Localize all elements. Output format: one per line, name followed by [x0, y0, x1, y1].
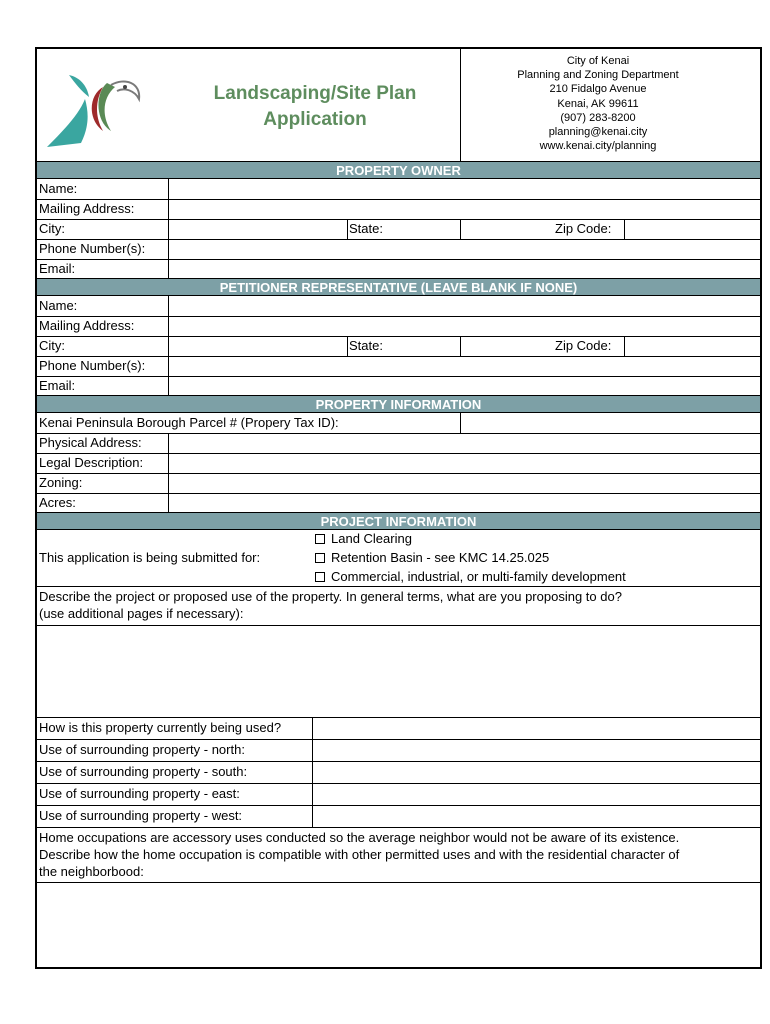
application-form	[35, 47, 762, 969]
checkbox-retention-basin[interactable]	[315, 553, 325, 563]
zoning-field[interactable]	[169, 474, 760, 492]
header-divider	[460, 49, 461, 161]
grid-line	[624, 219, 625, 239]
option-retention-basin-text: Retention Basin - see KMC 14.25.025	[331, 550, 550, 565]
checkbox-land-clearing[interactable]	[315, 534, 325, 544]
parcel-field[interactable]	[461, 414, 760, 432]
pet-name-label: Name:	[39, 298, 78, 313]
pet-city-field[interactable]	[169, 337, 347, 355]
logo-dot	[123, 85, 127, 89]
physical-address-label: Physical Address:	[39, 435, 142, 450]
pet-email-field[interactable]	[169, 377, 760, 395]
project-info-heading: PROJECT INFORMATION	[37, 512, 760, 530]
grid-line	[460, 336, 461, 356]
owner-zip-label: Zip Code:	[555, 221, 612, 236]
pet-state-label: State:	[349, 338, 383, 353]
pet-email-label: Email:	[39, 378, 76, 393]
owner-city-label: City:	[39, 221, 65, 236]
north-field[interactable]	[313, 740, 760, 761]
grid-line	[168, 433, 169, 513]
describe-project-field[interactable]	[37, 626, 760, 717]
contact-phone: (907) 283-8200	[560, 111, 636, 124]
physical-address-field[interactable]	[169, 434, 760, 452]
option-commercial[interactable]	[315, 569, 626, 585]
grid-line	[168, 179, 169, 279]
south-field[interactable]	[313, 762, 760, 783]
owner-name-field[interactable]	[169, 180, 760, 198]
grid-line	[460, 413, 461, 433]
current-use-label: How is this property currently being used?	[39, 720, 282, 735]
option-land-clearing[interactable]	[315, 531, 412, 547]
owner-email-label: Email:	[39, 261, 76, 276]
east-label: Use of surrounding property - east:	[39, 786, 240, 801]
pet-city-label: City:	[39, 338, 65, 353]
legal-description-label: Legal Description:	[39, 455, 144, 470]
south-label: Use of surrounding property - south:	[39, 764, 248, 779]
zoning-label: Zoning:	[39, 475, 83, 490]
home-line-2: Describe how the home occupation is compatible with other permitted uses and with the residential character of	[39, 847, 680, 862]
contact-street: 210 Fidalgo Avenue	[549, 83, 647, 96]
north-label: Use of surrounding property - north:	[39, 742, 245, 757]
parcel-label: Kenai Peninsula Borough Parcel # (Propery Tax ID):	[39, 415, 339, 430]
grid-line	[347, 336, 348, 356]
contact-org: City of Kenai	[566, 55, 630, 67]
grid-line	[168, 296, 169, 396]
home-line-1: Home occupations are accessory uses conducted so the average neighbor would not be aware of its existence.	[39, 830, 680, 845]
rule	[37, 586, 760, 587]
rule	[37, 827, 760, 828]
home-occupation-prompt	[39, 829, 755, 880]
contact-web[interactable]: www.kenai.city/planning	[539, 140, 657, 153]
owner-name-label: Name:	[39, 181, 78, 196]
contact-dept: Planning and Zoning Department	[517, 69, 679, 82]
grid-line	[460, 219, 461, 239]
home-line-3: the neighborbood:	[39, 864, 144, 879]
grid-line	[624, 336, 625, 356]
owner-email-field[interactable]	[169, 260, 760, 278]
owner-mailing-field[interactable]	[169, 200, 760, 218]
contact-email[interactable]: planning@kenai.city	[548, 126, 648, 139]
acres-label: Acres:	[39, 495, 76, 510]
pet-phone-label: Phone Number(s):	[39, 358, 146, 373]
property-info-heading: PROPERTY INFORMATION	[37, 395, 760, 413]
option-commercial-text: Commercial, industrial, or multi-family development	[331, 569, 626, 584]
submitted-for-label: This application is being submitted for:	[39, 550, 261, 565]
option-retention-basin[interactable]	[315, 550, 549, 566]
pet-state-field[interactable]	[461, 337, 553, 355]
city-logo	[45, 69, 145, 149]
pet-name-field[interactable]	[169, 297, 760, 315]
pet-mailing-field[interactable]	[169, 317, 760, 335]
describe-project-prompt	[39, 588, 755, 622]
property-owner-heading: PROPERTY OWNER	[37, 161, 760, 179]
contact-city: Kenai, AK 99611	[557, 97, 639, 110]
west-field[interactable]	[313, 806, 760, 827]
legal-description-field[interactable]	[169, 454, 760, 472]
owner-phone-label: Phone Number(s):	[39, 241, 146, 256]
home-occupation-field[interactable]	[37, 883, 760, 967]
title-line-2: Application	[263, 109, 367, 130]
owner-state-label: State:	[349, 221, 383, 236]
describe-line-2: (use additional pages if necessary):	[39, 606, 244, 621]
west-label: Use of surrounding property - west:	[39, 808, 243, 823]
pet-zip-label: Zip Code:	[555, 338, 612, 353]
logo-teal-shape	[47, 99, 88, 147]
current-use-field[interactable]	[313, 718, 760, 739]
owner-city-field[interactable]	[169, 220, 347, 238]
grid-line	[347, 219, 348, 239]
owner-state-field[interactable]	[461, 220, 553, 238]
title-line-1: Landscaping/Site Plan	[213, 83, 417, 104]
form-title	[187, 81, 443, 133]
contact-block	[462, 54, 734, 153]
option-land-clearing-text: Land Clearing	[331, 531, 412, 546]
checkbox-commercial[interactable]	[315, 572, 325, 582]
logo-arc	[111, 81, 139, 99]
logo-teal-top	[69, 75, 89, 97]
east-field[interactable]	[313, 784, 760, 805]
pet-zip-field[interactable]	[625, 337, 760, 355]
pet-mailing-label: Mailing Address:	[39, 318, 135, 333]
petitioner-heading: PETITIONER REPRESENTATIVE (LEAVE BLANK IF NONE)	[37, 278, 760, 296]
describe-line-1: Describe the project or proposed use of the property. In general terms, what are you proposing to do?	[39, 589, 622, 604]
owner-phone-field[interactable]	[169, 240, 760, 258]
owner-zip-field[interactable]	[625, 220, 760, 238]
pet-phone-field[interactable]	[169, 357, 760, 375]
owner-mailing-label: Mailing Address:	[39, 201, 135, 216]
acres-field[interactable]	[169, 494, 760, 512]
